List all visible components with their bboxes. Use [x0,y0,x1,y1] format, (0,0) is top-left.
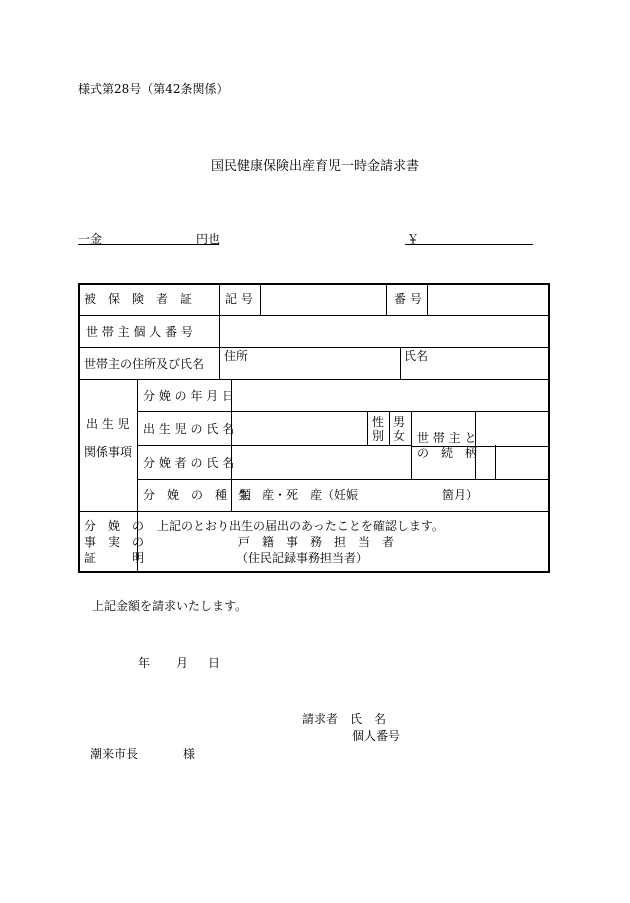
proof-label-3: 証 明 [84,551,145,565]
claimant-id-label: 個人番号 [352,729,401,743]
claim-text: 上記金額を請求いたします。 [92,599,248,613]
insurance-card-label: 被 保 険 者 証 [84,292,193,306]
table-rule [78,511,550,512]
relation-label-2: の 続 柄 [417,446,478,460]
date-day-label: 日 [208,656,221,670]
female-option[interactable]: 女 [393,429,406,443]
table-rule [219,283,220,315]
name-field[interactable] [401,348,548,378]
mother-name-field[interactable] [232,446,494,478]
delivery-type-value: 生 産・死 産（妊娠 箇月） [238,488,479,502]
birth-section-label-2: 関係事項 [84,445,133,459]
delivery-type-label: 分 娩 の 種 類 [143,488,252,502]
document-title: 国民健康保険出産育児一時金請求書 [210,159,419,174]
mother-name-label: 分 娩 者 の 氏 名 [143,456,235,470]
number-field[interactable] [428,285,548,314]
child-name-field[interactable] [232,412,366,444]
amount-prefix: 一金 [78,232,103,246]
address-label: 住所 [224,349,249,363]
table-rule [389,411,390,445]
mayor-honorific: 様 [183,747,196,761]
registrar-label: 戸 籍 事 務 担 当 者 [238,535,395,549]
relation-label: 世 帯 主 と [417,431,477,445]
table-rule [386,283,387,315]
yen-amount-field[interactable] [405,230,533,245]
claimant-label: 請求者 氏 名 [302,712,387,726]
proof-label: 分 娩 の [84,519,145,533]
number-label: 番 号 [394,292,422,306]
amount-unit: 円也 [196,232,221,246]
delivery-date-field[interactable] [232,380,548,410]
proof-text: 上記のとおり出生の届出のあったことを確認します。 [157,519,444,533]
form-number: 様式第28号（第42条関係） [78,82,229,96]
address-field[interactable] [220,348,399,378]
child-name-label: 出 生 児 の 氏 名 [143,422,235,436]
yen-mark: ￥ [407,232,420,246]
table-rule [137,479,550,480]
head-id-label: 世 帯 主 個 人 番 号 [86,325,193,339]
proof-label-2: 事 実 の [84,535,145,549]
symbol-label: 記 号 [225,292,253,306]
delivery-date-label: 分 娩 の 年 月 日 [143,389,235,403]
head-address-label: 世帯主の住所及び氏名 [84,357,205,371]
registrar-note: （住民記録事務担当者） [236,551,369,565]
table-rule [367,411,368,445]
birth-section-label: 出 生 児 [86,417,130,431]
symbol-field[interactable] [261,285,385,314]
name-label: 氏名 [404,349,429,363]
date-month-label: 月 [176,656,189,670]
head-id-field[interactable] [220,316,548,346]
date-year-label: 年 [138,656,151,670]
mayor-label: 潮来市長 [90,747,139,761]
male-option[interactable]: 男 [393,415,406,429]
sex-label: 性 [372,415,385,429]
sex-label-2: 別 [372,429,385,443]
